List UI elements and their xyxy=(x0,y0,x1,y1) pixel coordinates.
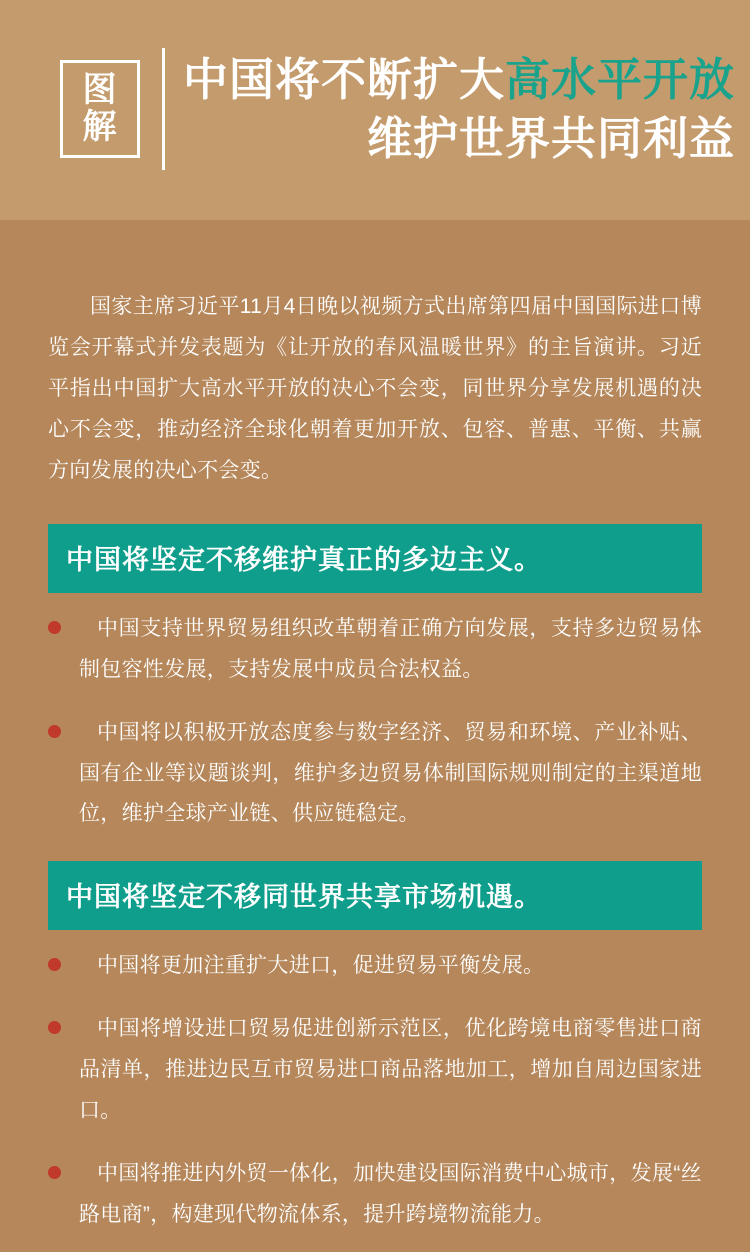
bullet-text: 中国将更加注重扩大进口，促进贸易平衡发展。 xyxy=(97,954,545,978)
header-title-group xyxy=(183,50,750,169)
bullet-text: 中国将以积极开放态度参与数字经济、贸易和环境、产业补贴、国有企业等议题谈判，维护多边贸易体制国际规则制定的主渠道地位，维护全球产业链、供应链稳定。 xyxy=(79,720,702,826)
list-item xyxy=(48,946,702,987)
page-title-part-a: 中国将不断扩大 xyxy=(183,53,506,105)
bullet-text: 中国将推进内外贸一体化，加快建设国际消费中心城市，发展“丝路电商”，构建现代物流体系，提升跨境物流能力。 xyxy=(79,1162,702,1227)
list-item xyxy=(48,713,702,836)
bullet-text: 中国支持世界贸易组织改革朝着正确方向发展，支持多边贸易体制包容性发展，支持发展中成员合法权益。 xyxy=(79,616,702,681)
lead-paragraph: 国家主席习近平11月4日晚以视频方式出席第四届中国国际进口博览会开幕式并发表题为《让开放的春风温暖世界》的主旨演讲。习近平指出中国扩大高水平开放的决心不会变，同世界分享发展机遇的决心不会变，推动经济全球化朝着更加开放、包容、普惠、平衡、共赢方向发展的决心不会变。 xyxy=(48,295,702,482)
tujie-badge-text-2: 解 xyxy=(82,108,118,146)
bullet-dot-icon xyxy=(48,1166,61,1179)
bullet-dot-icon xyxy=(48,621,61,634)
bullet-text: 中国将增设进口贸易促进创新示范区，优化跨境电商零售进口商品清单，推进边民互市贸易进口商品落地加工，增加自周边国家进口。 xyxy=(79,1017,702,1123)
tujie-badge xyxy=(60,60,140,158)
page-header xyxy=(0,0,750,218)
page-title-line-1 xyxy=(183,50,735,109)
bullet-dot-icon xyxy=(48,1021,61,1034)
page-title-line-2: 维护世界共同利益 xyxy=(367,113,736,164)
bullet-dot-icon xyxy=(48,725,61,738)
header-divider xyxy=(162,48,165,170)
page-title-highlight: 高水平开放 xyxy=(505,53,736,105)
section-heading-2: 中国将坚定不移同世界共享市场机遇。 xyxy=(48,861,702,930)
page-content xyxy=(0,239,750,1236)
section-heading-1: 中国将坚定不移维护真正的多边主义。 xyxy=(48,524,702,593)
bullet-dot-icon xyxy=(48,958,61,971)
list-item xyxy=(48,609,702,691)
list-item xyxy=(48,1009,702,1132)
tujie-badge-text-1: 图 xyxy=(82,71,118,110)
list-item xyxy=(48,1154,702,1236)
